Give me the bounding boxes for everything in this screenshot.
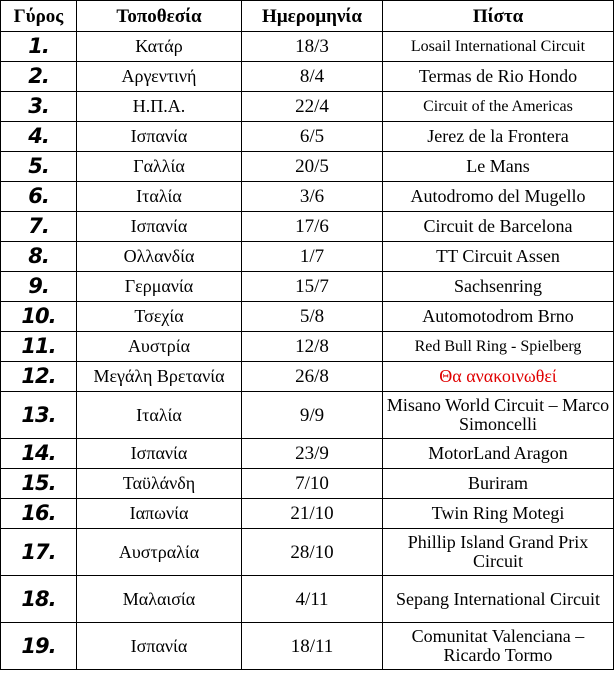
header-row xyxy=(1,1,614,32)
date-cell: 28/10 xyxy=(242,529,383,576)
round-cell: 8. xyxy=(1,242,77,272)
date-cell: 17/6 xyxy=(242,212,383,242)
location-cell: Αυστραλία xyxy=(77,529,242,576)
table-row xyxy=(1,182,614,212)
table-row xyxy=(1,469,614,499)
round-cell: 9. xyxy=(1,272,77,302)
table-row xyxy=(1,32,614,62)
date-cell: 7/10 xyxy=(242,469,383,499)
track-cell: Twin Ring Motegi xyxy=(383,499,614,529)
track-cell: Circuit of the Americas xyxy=(383,92,614,122)
track-cell: Phillip Island Grand Prix Circuit xyxy=(383,529,614,576)
header-location: Τοποθεσία xyxy=(77,1,242,32)
location-cell: Τσεχία xyxy=(77,302,242,332)
location-cell: Αυστρία xyxy=(77,332,242,362)
round-cell: 5. xyxy=(1,152,77,182)
header-track: Πίστα xyxy=(383,1,614,32)
track-cell: Jerez de la Frontera xyxy=(383,122,614,152)
track-cell: Sepang International Circuit xyxy=(383,576,614,623)
round-cell: 17. xyxy=(1,529,77,576)
table-row xyxy=(1,576,614,623)
table-row xyxy=(1,302,614,332)
track-cell: Termas de Rio Hondo xyxy=(383,62,614,92)
location-cell: Κατάρ xyxy=(77,32,242,62)
track-cell: Misano World Circuit – Marco Simoncelli xyxy=(383,392,614,439)
date-cell: 20/5 xyxy=(242,152,383,182)
table-row xyxy=(1,332,614,362)
location-cell: Ιταλία xyxy=(77,182,242,212)
table-row xyxy=(1,529,614,576)
round-cell: 2. xyxy=(1,62,77,92)
table-row xyxy=(1,623,614,670)
table-row xyxy=(1,152,614,182)
track-cell: MotorLand Aragon xyxy=(383,439,614,469)
table-row xyxy=(1,362,614,392)
round-cell: 3. xyxy=(1,92,77,122)
table-row xyxy=(1,392,614,439)
track-cell: Le Mans xyxy=(383,152,614,182)
table-row xyxy=(1,122,614,152)
track-cell: Circuit de Barcelona xyxy=(383,212,614,242)
date-cell: 12/8 xyxy=(242,332,383,362)
date-cell: 5/8 xyxy=(242,302,383,332)
date-cell: 18/3 xyxy=(242,32,383,62)
date-cell: 9/9 xyxy=(242,392,383,439)
location-cell: Ιταλία xyxy=(77,392,242,439)
round-cell: 11. xyxy=(1,332,77,362)
location-cell: Ισπανία xyxy=(77,439,242,469)
location-cell: Ισπανία xyxy=(77,212,242,242)
date-cell: 6/5 xyxy=(242,122,383,152)
location-cell: Ισπανία xyxy=(77,623,242,670)
round-cell: 18. xyxy=(1,576,77,623)
date-cell: 22/4 xyxy=(242,92,383,122)
date-cell: 1/7 xyxy=(242,242,383,272)
location-cell: Ταϋλάνδη xyxy=(77,469,242,499)
round-cell: 15. xyxy=(1,469,77,499)
table-row xyxy=(1,242,614,272)
location-cell: Μεγάλη Βρετανία xyxy=(77,362,242,392)
table-row xyxy=(1,272,614,302)
track-cell: Autodromo del Mugello xyxy=(383,182,614,212)
date-cell: 4/11 xyxy=(242,576,383,623)
date-cell: 8/4 xyxy=(242,62,383,92)
table-row xyxy=(1,439,614,469)
date-cell: 26/8 xyxy=(242,362,383,392)
round-cell: 19. xyxy=(1,623,77,670)
date-cell: 18/11 xyxy=(242,623,383,670)
track-cell: Sachsenring xyxy=(383,272,614,302)
header-round: Γύρος xyxy=(1,1,77,32)
track-cell: Θα ανακοινωθεί xyxy=(383,362,614,392)
round-cell: 10. xyxy=(1,302,77,332)
date-cell: 23/9 xyxy=(242,439,383,469)
track-cell: Losail International Circuit xyxy=(383,32,614,62)
table-header xyxy=(1,1,614,32)
table-row xyxy=(1,499,614,529)
location-cell: Ισπανία xyxy=(77,122,242,152)
track-cell: Buriram xyxy=(383,469,614,499)
round-cell: 14. xyxy=(1,439,77,469)
location-cell: Γαλλία xyxy=(77,152,242,182)
round-cell: 12. xyxy=(1,362,77,392)
round-cell: 7. xyxy=(1,212,77,242)
track-cell: Automotodrom Brno xyxy=(383,302,614,332)
date-cell: 3/6 xyxy=(242,182,383,212)
table-body xyxy=(1,32,614,670)
date-cell: 21/10 xyxy=(242,499,383,529)
round-cell: 13. xyxy=(1,392,77,439)
track-cell: Red Bull Ring - Spielberg xyxy=(383,332,614,362)
round-cell: 6. xyxy=(1,182,77,212)
header-date: Ημερομηνία xyxy=(242,1,383,32)
round-cell: 1. xyxy=(1,32,77,62)
location-cell: Ιαπωνία xyxy=(77,499,242,529)
location-cell: Μαλαισία xyxy=(77,576,242,623)
table-row xyxy=(1,212,614,242)
track-cell: TT Circuit Assen xyxy=(383,242,614,272)
location-cell: Ολλανδία xyxy=(77,242,242,272)
round-cell: 16. xyxy=(1,499,77,529)
date-cell: 15/7 xyxy=(242,272,383,302)
location-cell: Η.Π.Α. xyxy=(77,92,242,122)
table-row xyxy=(1,92,614,122)
table-row xyxy=(1,62,614,92)
round-cell: 4. xyxy=(1,122,77,152)
location-cell: Γερμανία xyxy=(77,272,242,302)
location-cell: Αργεντινή xyxy=(77,62,242,92)
track-cell: Comunitat Valenciana – Ricardo Tormo xyxy=(383,623,614,670)
